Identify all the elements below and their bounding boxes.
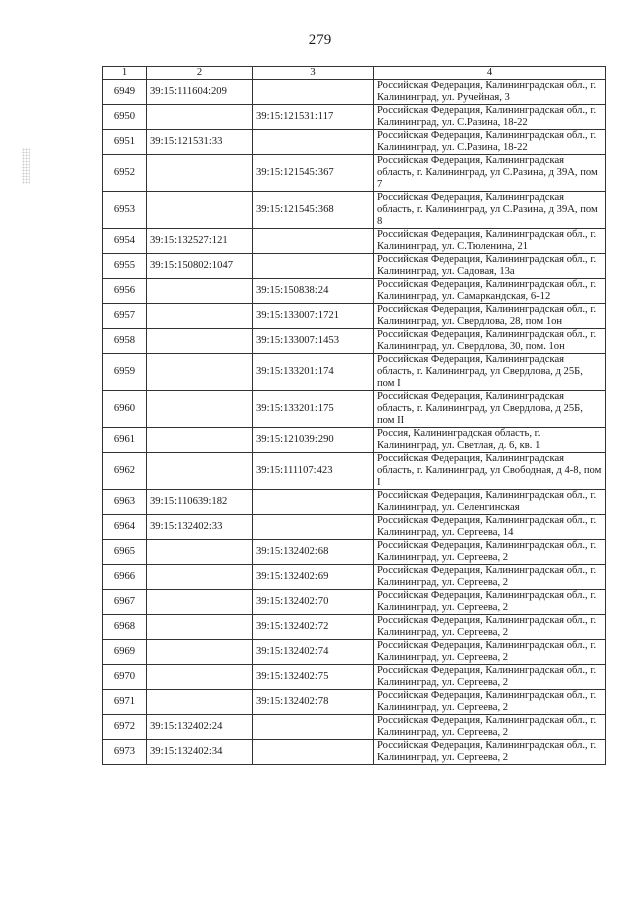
cadastral-number-premises (253, 130, 374, 155)
cadastral-number-parcel (147, 590, 253, 615)
cadastral-number-parcel (147, 565, 253, 590)
row-number: 6973 (103, 740, 147, 765)
table-row (103, 640, 606, 665)
table-row (103, 304, 606, 329)
table-row (103, 665, 606, 690)
row-number: 6955 (103, 254, 147, 279)
cadastral-number-parcel: 39:15:150802:1047 (147, 254, 253, 279)
column-header-3: 3 (253, 67, 374, 80)
table-row (103, 615, 606, 640)
cadastral-number-parcel (147, 155, 253, 192)
page-number: 279 (308, 32, 332, 48)
table-row (103, 590, 606, 615)
cadastral-number-parcel (147, 690, 253, 715)
table-row (103, 105, 606, 130)
address-cell: Российская Федерация, Калининградская обл., г. Калининград, ул. Свердлова, 28, пом 1он (374, 304, 606, 329)
cadastral-number-premises: 39:15:133007:1721 (253, 304, 374, 329)
cadastral-number-parcel (147, 329, 253, 354)
address-cell: Российская Федерация, Калининградская обл., г. Калининград, ул. Сергеева, 2 (374, 690, 606, 715)
cadastral-number-parcel: 39:15:132402:24 (147, 715, 253, 740)
table-row (103, 254, 606, 279)
cadastral-number-premises (253, 515, 374, 540)
cadastral-number-premises: 39:15:121545:367 (253, 155, 374, 192)
cadastral-number-premises: 39:15:132402:68 (253, 540, 374, 565)
address-cell: Российская Федерация, Калининградская область, г. Калининград, ул С.Разина, д 39А, пом 8 (374, 192, 606, 229)
cadastral-number-premises: 39:15:132402:75 (253, 665, 374, 690)
table-row (103, 229, 606, 254)
table-row (103, 391, 606, 428)
cadastral-number-premises (253, 229, 374, 254)
address-cell: Россия, Калининградская область, г. Калининград, ул. Светлая, д. 6, кв. 1 (374, 428, 606, 453)
cadastral-number-parcel (147, 453, 253, 490)
table-row (103, 354, 606, 391)
table-row (103, 130, 606, 155)
scan-artifact-mark (22, 148, 30, 184)
table-row (103, 490, 606, 515)
address-cell: Российская Федерация, Калининградская обл., г. Калининград, ул. С.Разина, 18-22 (374, 130, 606, 155)
row-number: 6966 (103, 565, 147, 590)
address-cell: Российская Федерация, Калининградская обл., г. Калининград, ул. Свердлова, 30, пом. 1он (374, 329, 606, 354)
cadastral-number-parcel: 39:15:110639:182 (147, 490, 253, 515)
cadastral-number-parcel: 39:15:121531:33 (147, 130, 253, 155)
cadastral-number-premises: 39:15:111107:423 (253, 453, 374, 490)
cadastral-number-premises: 39:15:132402:70 (253, 590, 374, 615)
cadastral-number-premises: 39:15:132402:72 (253, 615, 374, 640)
header-row (103, 67, 606, 80)
address-cell: Российская Федерация, Калининградская обл., г. Калининград, ул. Селенгинская (374, 490, 606, 515)
cadastral-number-parcel (147, 391, 253, 428)
row-number: 6953 (103, 192, 147, 229)
row-number: 6950 (103, 105, 147, 130)
table-row (103, 329, 606, 354)
cadastral-number-parcel (147, 640, 253, 665)
row-number: 6963 (103, 490, 147, 515)
table-row (103, 453, 606, 490)
address-cell: Российская Федерация, Калининградская область, г. Калининград, ул Свердлова, д 25Б, пом II (374, 391, 606, 428)
row-number: 6952 (103, 155, 147, 192)
row-number: 6956 (103, 279, 147, 304)
row-number: 6954 (103, 229, 147, 254)
address-cell: Российская Федерация, Калининградская область, г. Калининград, ул С.Разина, д 39А, пом 7 (374, 155, 606, 192)
cadastral-number-premises: 39:15:133201:174 (253, 354, 374, 391)
cadastral-number-parcel (147, 192, 253, 229)
row-number: 6958 (103, 329, 147, 354)
table-row (103, 540, 606, 565)
cadastral-number-premises: 39:15:121545:368 (253, 192, 374, 229)
cadastral-number-premises (253, 80, 374, 105)
cadastral-number-premises (253, 254, 374, 279)
row-number: 6972 (103, 715, 147, 740)
column-header-4: 4 (374, 67, 606, 80)
cadastral-number-premises (253, 740, 374, 765)
address-cell: Российская Федерация, Калининградская обл., г. Калининград, ул. Сергеева, 2 (374, 640, 606, 665)
row-number: 6957 (103, 304, 147, 329)
table-row (103, 80, 606, 105)
table-row (103, 515, 606, 540)
row-number: 6969 (103, 640, 147, 665)
cadastral-number-parcel (147, 354, 253, 391)
address-cell: Российская Федерация, Калининградская область, г. Калининград, ул Свободная, д 4-8, пом I (374, 453, 606, 490)
cadastral-number-premises: 39:15:133007:1453 (253, 329, 374, 354)
address-cell: Российская Федерация, Калининградская обл., г. Калининград, ул. С.Тюленина, 21 (374, 229, 606, 254)
cadastral-number-parcel: 39:15:132402:33 (147, 515, 253, 540)
row-number: 6959 (103, 354, 147, 391)
row-number: 6964 (103, 515, 147, 540)
table-row (103, 428, 606, 453)
cadastral-number-premises: 39:15:133201:175 (253, 391, 374, 428)
cadastral-number-premises: 39:15:132402:78 (253, 690, 374, 715)
table-row (103, 690, 606, 715)
cadastral-number-parcel (147, 105, 253, 130)
address-cell: Российская Федерация, Калининградская обл., г. Калининград, ул. Сергеева, 2 (374, 590, 606, 615)
cadastral-number-premises: 39:15:132402:69 (253, 565, 374, 590)
table-row (103, 565, 606, 590)
row-number: 6965 (103, 540, 147, 565)
address-cell: Российская Федерация, Калининградская обл., г. Калининград, ул. Сергеева, 14 (374, 515, 606, 540)
address-cell: Российская Федерация, Калининградская обл., г. Калининград, ул. Сергеева, 2 (374, 665, 606, 690)
cadastral-number-parcel (147, 428, 253, 453)
table-row (103, 715, 606, 740)
address-cell: Российская Федерация, Калининградская обл., г. Калининград, ул. Садовая, 13а (374, 254, 606, 279)
row-number: 6949 (103, 80, 147, 105)
row-number: 6970 (103, 665, 147, 690)
table-row (103, 155, 606, 192)
cadastral-number-parcel (147, 665, 253, 690)
address-cell: Российская Федерация, Калининградская обл., г. Калининград, ул. С.Разина, 18-22 (374, 105, 606, 130)
row-number: 6951 (103, 130, 147, 155)
address-cell: Российская Федерация, Калининградская обл., г. Калининград, ул. Сергеева, 2 (374, 540, 606, 565)
table-body (103, 80, 606, 765)
cadastral-number-parcel (147, 279, 253, 304)
column-header-2: 2 (147, 67, 253, 80)
row-number: 6961 (103, 428, 147, 453)
cadastral-number-parcel (147, 540, 253, 565)
property-registry-table (102, 66, 606, 765)
cadastral-number-premises: 39:15:132402:74 (253, 640, 374, 665)
cadastral-number-premises: 39:15:121531:117 (253, 105, 374, 130)
row-number: 6971 (103, 690, 147, 715)
cadastral-number-parcel: 39:15:132527:121 (147, 229, 253, 254)
cadastral-number-parcel: 39:15:132402:34 (147, 740, 253, 765)
row-number: 6968 (103, 615, 147, 640)
row-number: 6962 (103, 453, 147, 490)
address-cell: Российская Федерация, Калининградская обл., г. Калининград, ул. Ручейная, 3 (374, 80, 606, 105)
table-row (103, 740, 606, 765)
cadastral-number-parcel: 39:15:111604:209 (147, 80, 253, 105)
column-header-1: 1 (103, 67, 147, 80)
cadastral-number-parcel (147, 304, 253, 329)
row-number: 6967 (103, 590, 147, 615)
address-cell: Российская Федерация, Калининградская область, г. Калининград, ул Свердлова, д 25Б, пом I (374, 354, 606, 391)
cadastral-number-premises: 39:15:150838:24 (253, 279, 374, 304)
address-cell: Российская Федерация, Калининградская обл., г. Калининград, ул. Самаркандская, 6-12 (374, 279, 606, 304)
address-cell: Российская Федерация, Калининградская обл., г. Калининград, ул. Сергеева, 2 (374, 565, 606, 590)
cadastral-number-premises (253, 715, 374, 740)
cadastral-number-parcel (147, 615, 253, 640)
address-cell: Российская Федерация, Калининградская обл., г. Калининград, ул. Сергеева, 2 (374, 715, 606, 740)
table-row (103, 279, 606, 304)
cadastral-number-premises: 39:15:121039:290 (253, 428, 374, 453)
table-row (103, 192, 606, 229)
address-cell: Российская Федерация, Калининградская обл., г. Калининград, ул. Сергеева, 2 (374, 740, 606, 765)
address-cell: Российская Федерация, Калининградская обл., г. Калининград, ул. Сергеева, 2 (374, 615, 606, 640)
row-number: 6960 (103, 391, 147, 428)
cadastral-number-premises (253, 490, 374, 515)
